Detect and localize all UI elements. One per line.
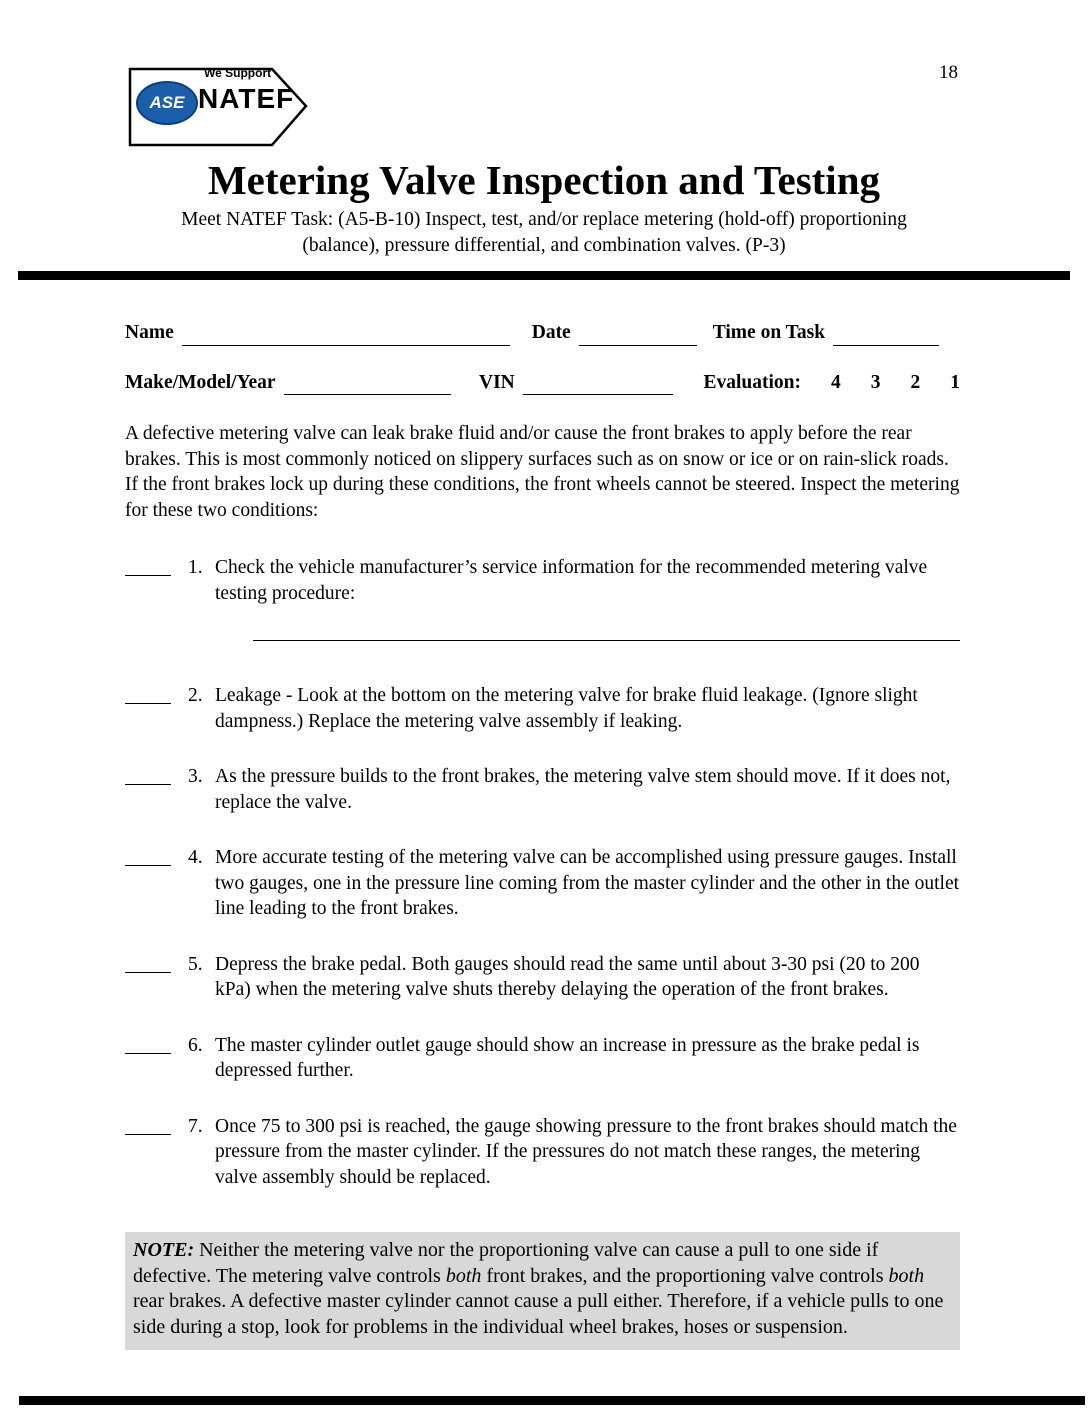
note-text-italic: both [888, 1264, 925, 1287]
step-number: 7. [188, 1115, 203, 1137]
evaluation-value-2: 2 [910, 371, 921, 393]
make-model-year-blank [284, 372, 451, 395]
natef-task-line1: Meet NATEF Task: (A5-B-10) Inspect, test, and/or replace metering (hold-off) proportioning [181, 209, 907, 231]
footer-rule [19, 1396, 1085, 1405]
step-text: As the pressure builds to the front brakes, the metering valve stem should move. If it does not, replace the valve. [215, 766, 951, 813]
natef-logo [126, 55, 310, 151]
natef-task-line2: (balance), pressure differential, and combination valves. (P-3) [302, 235, 786, 257]
evaluation-value-1: 1 [950, 371, 960, 393]
name-blank [182, 323, 510, 346]
checkoff-blank [125, 845, 171, 866]
step-text: Depress the brake pedal. Both gauges should read the same until about 3-30 psi (20 to 200 kPa) when the metering valve shuts thereby delaying the operation of the front brakes. [215, 953, 920, 1001]
step-number: 6. [188, 1034, 203, 1056]
vin-blank [523, 372, 674, 395]
make-model-year-label: Make/Model/Year [125, 371, 276, 393]
step-number: 3. [188, 766, 203, 788]
date-blank [579, 323, 697, 346]
step-number: 2. [188, 685, 203, 707]
checkoff-blank [125, 683, 171, 704]
evaluation-label: Evaluation: [703, 371, 801, 393]
step-number: 4. [188, 847, 203, 869]
note-text-part: rear brakes. A defective master cylinder cannot cause a pull either. Therefore, if a vehicle pulls to one side during a stop, look for problems in the individual wheel brakes, hoses or suspension. [133, 1290, 944, 1338]
step-text: The master cylinder outlet gauge should show an increase in pressure as the brake pedal is depressed further. [215, 1034, 920, 1082]
step-item-3 [125, 764, 960, 815]
step-item-7 [125, 1114, 960, 1191]
note-text-italic: both [445, 1264, 482, 1287]
note-text-part: Neither the metering valve nor the proportioning valve can cause a pull to one side if defective. The metering valve controls [133, 1239, 879, 1287]
time-on-task-blank [833, 323, 939, 346]
ase-logo-icon: ASE [136, 81, 198, 125]
note-box [125, 1232, 960, 1350]
intro-paragraph: A defective metering valve can leak brake fluid and/or cause the front brakes to apply before the rear brakes. This is most commonly noticed on slippery surfaces such as on snow or ice or on rain-slick roads. If the front brakes lock up during these conditions, the front wheels cannot be steered. Inspect the metering for these two conditions: [125, 423, 960, 521]
step-item-6 [125, 1033, 960, 1084]
step-text: Leakage - Look at the bottom on the metering valve for brake fluid leakage. (Ignore slight dampness.) Replace the metering valve assembly if leaking. [215, 685, 918, 732]
logo-support-text: We Support [204, 66, 272, 80]
step-item-1 [125, 555, 960, 641]
page-number: 18 [939, 62, 958, 83]
vin-label: VIN [479, 371, 515, 393]
checkoff-blank [125, 1114, 171, 1135]
step-number: 5. [188, 953, 203, 975]
step-number: 1. [188, 557, 203, 579]
page-title: Metering Valve Inspection and Testing [207, 157, 881, 203]
step-item-5 [125, 952, 960, 1003]
step-text: More accurate testing of the metering valve can be accomplished using pressure gauges. Install two gauges, one in the pressure line coming from the master cylinder and the other in the outlet line leading to the front brakes. [215, 847, 960, 920]
note-label: NOTE: [133, 1239, 195, 1262]
evaluation-value-3: 3 [870, 371, 881, 393]
time-on-task-label: Time on Task [712, 322, 826, 344]
checkoff-blank [125, 952, 171, 973]
form-row-vehicle [125, 370, 960, 396]
step-text: Once 75 to 300 psi is reached, the gauge showing pressure to the front brakes should match the pressure from the master cylinder. If the pressures do not match these ranges, the metering valve assembly should be replaced. [215, 1115, 957, 1188]
checkoff-blank [125, 1033, 171, 1054]
note-text-part: front brakes, and the proportioning valve controls [481, 1264, 889, 1287]
form-row-identity [125, 320, 960, 346]
evaluation-value-4: 4 [831, 371, 841, 393]
header-divider-rule [18, 271, 1070, 280]
checkoff-blank [125, 555, 171, 576]
date-label: Date [531, 322, 571, 344]
checkoff-blank [125, 764, 171, 785]
step-item-2 [125, 683, 960, 734]
step-item-4 [125, 845, 960, 922]
name-label: Name [125, 322, 174, 344]
logo-natef-text: NATEF [198, 83, 295, 114]
step-text: Check the vehicle manufacturer’s service information for the recommended metering valve testing procedure: [215, 557, 928, 604]
content-area [125, 320, 960, 1350]
procedure-steps [125, 555, 960, 1190]
answer-blank-line [253, 630, 960, 641]
